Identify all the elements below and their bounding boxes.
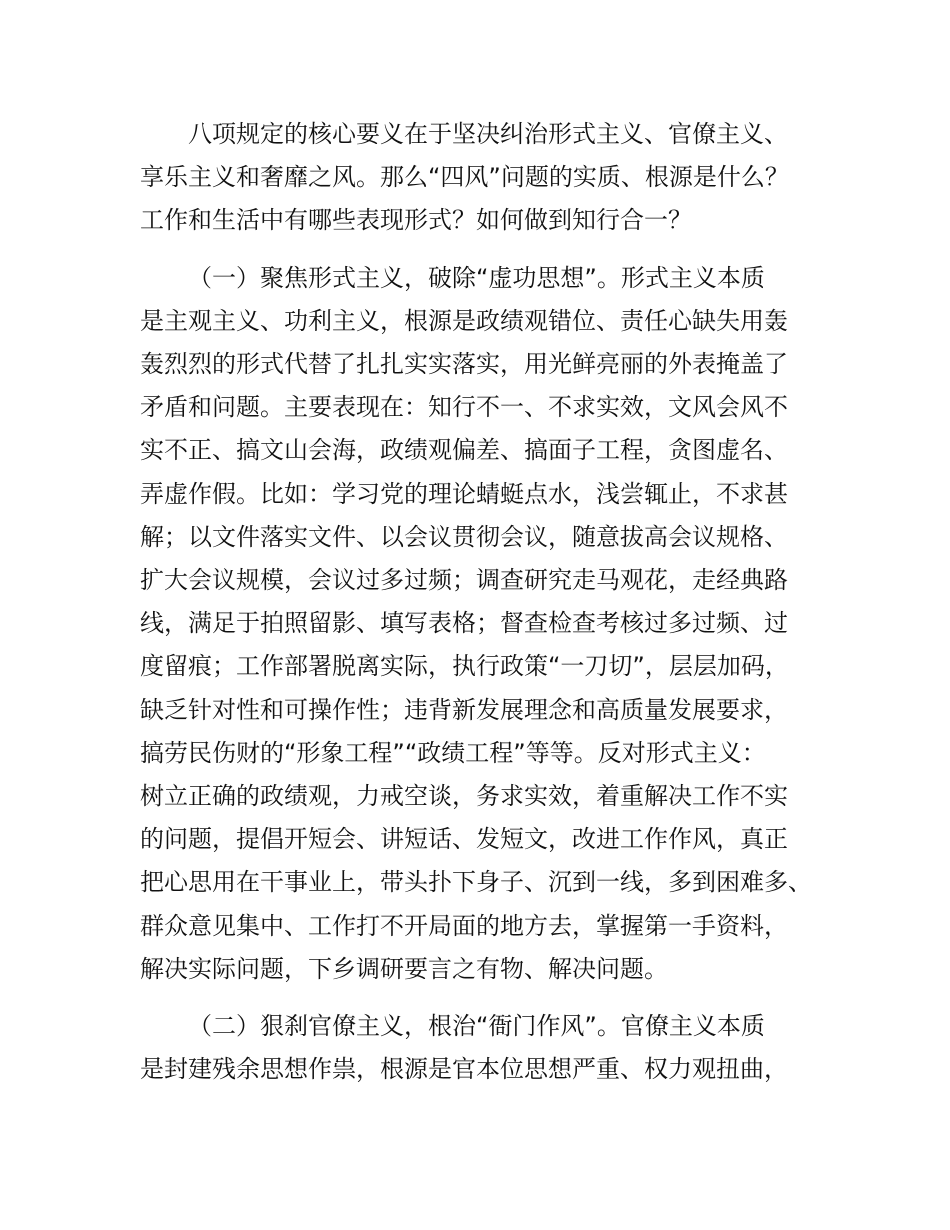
text-line: 树立正确的政绩观，力戒空谈，务求实效，着重解决工作不实 — [140, 782, 788, 811]
text-line: 工作和生活中有哪些表现形式？如何做到知行合一？ — [140, 206, 692, 235]
text-line: 实不正、搞文山会海，政绩观偏差、搞面子工程，贪图虚名、 — [140, 436, 788, 465]
text-line: 度留痕；工作部署脱离实际，执行政策“一刀切”，层层加码， — [140, 652, 789, 681]
text-line: 把心思用在干事业上，带头扑下身子、沉到一线，多到困难多、 — [140, 868, 812, 897]
paragraph-bureaucratism — [140, 1005, 830, 1091]
text-line: 的问题，提倡开短会、讲短话、发短文，改进工作作风，真正 — [140, 825, 788, 854]
text-line: 八项规定的核心要义在于坚决纠治形式主义、官僚主义、 — [188, 120, 788, 148]
text-line: 缺乏针对性和可操作性；违背新发展理念和高质量发展要求， — [140, 695, 788, 724]
paragraph-intro — [140, 113, 830, 243]
text-line: 搞劳民伤财的“形象工程”“政绩工程”等等。反对形式主义： — [140, 738, 766, 767]
paragraph-spacer — [140, 991, 830, 1005]
paragraph-spacer — [140, 243, 830, 257]
text-line: 扩大会议规模，会议过多过频；调查研究走马观花，走经典路 — [140, 566, 788, 595]
text-line: 群众意见集中、工作打不开局面的地方去，掌握第一手资料， — [140, 911, 788, 940]
section-heading-line: （二）狠刹官僚主义，根治“衙门作风”。官僚主义本质 — [188, 1012, 765, 1041]
text-line: 矛盾和问题。主要表现在：知行不一、不求实效，文风会风不 — [140, 393, 788, 422]
text-line: 弄虚作假。比如：学习党的理论蜻蜓点水，浅尝辄止，不求甚 — [140, 479, 788, 508]
text-line: 是主观主义、功利主义，根源是政绩观错位、责任心缺失用轰 — [140, 306, 788, 335]
text-line: 是封建残余思想作祟，根源是官本位思想严重、权力观扭曲， — [140, 1055, 788, 1084]
paragraph-formalism — [140, 257, 830, 991]
text-line: 解；以文件落实文件、以会议贯彻会议，随意拔高会议规格、 — [140, 522, 788, 551]
text-line: 线，满足于拍照留影、填写表格；督查检查考核过多过频、过 — [140, 609, 788, 638]
document-body — [140, 113, 830, 1091]
section-heading-line: （一）聚焦形式主义，破除“虚功思想”。形式主义本质 — [188, 263, 765, 292]
text-line: 解决实际问题，下乡调研要言之有物、解决问题。 — [140, 954, 668, 983]
text-line: 享乐主义和奢靡之风。那么“四风”问题的实质、根源是什么？ — [140, 163, 789, 192]
text-line: 轰烈烈的形式代替了扎扎实实落实，用光鲜亮丽的外表掩盖了 — [140, 350, 788, 379]
